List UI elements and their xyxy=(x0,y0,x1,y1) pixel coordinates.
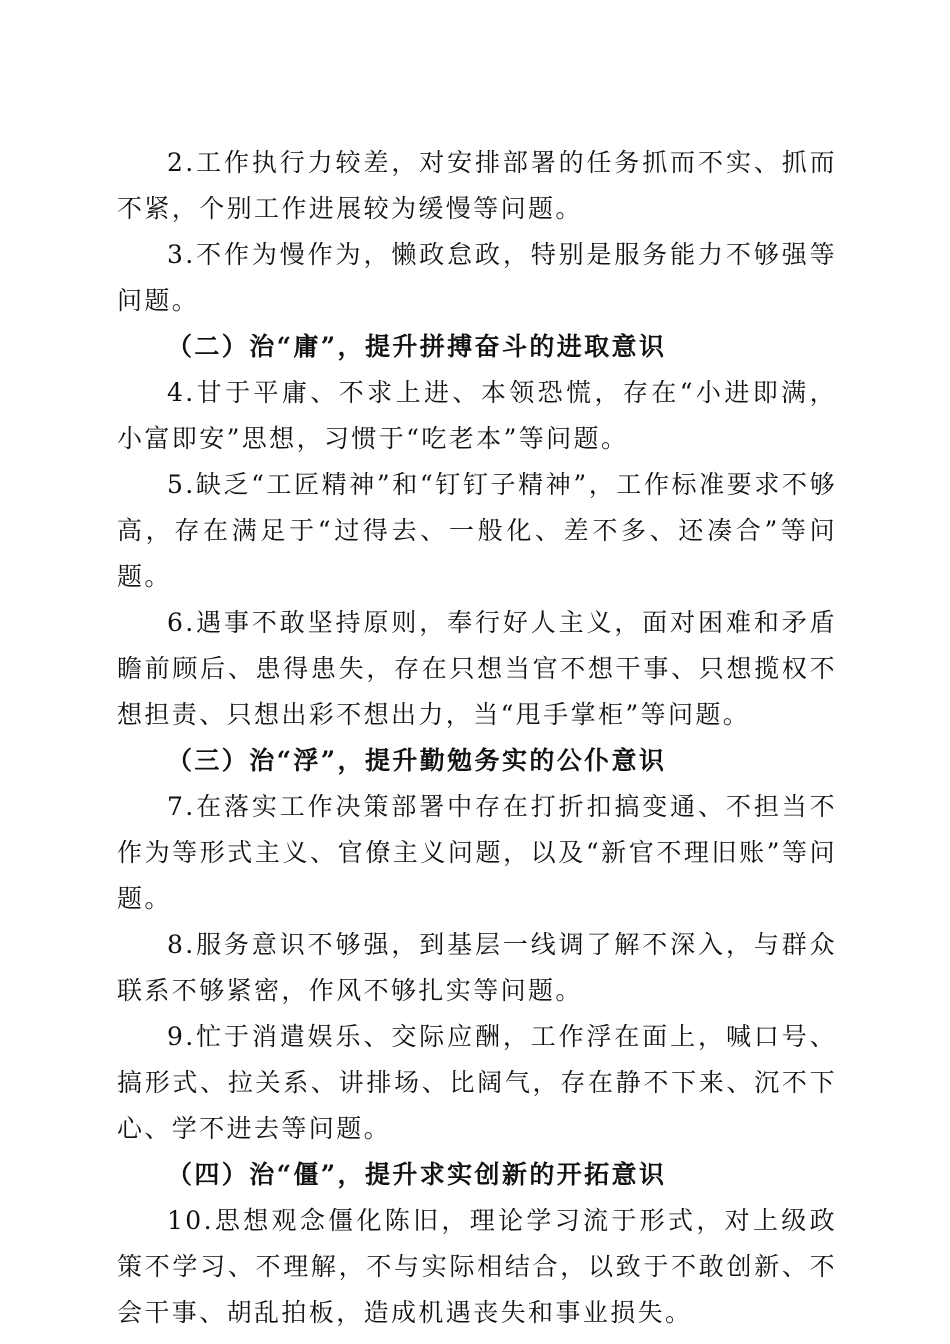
paragraph-item-2: 2.工作执行力较差，对安排部署的任务抓而不实、抓而不紧，个别工作进展较为缓慢等问题。 xyxy=(117,148,837,223)
paragraph-item-7: 7.在落实工作决策部署中存在打折扣搞变通、不担当不作为等形式主义、官僚主义问题，以及“新官不理旧账”等问题。 xyxy=(117,792,837,913)
section-heading-3: （三）治“浮”，提升勤勉务实的公仆意识 xyxy=(167,746,667,775)
paragraph-item-4: 4.甘于平庸、不求上进、本领恐慌，存在“小进即满，小富即安”思想，习惯于“吃老本”等问题。 xyxy=(117,378,837,453)
section-heading-2: （二）治“庸”，提升拼搏奋斗的进取意识 xyxy=(167,332,667,361)
paragraph-item-5: 5.缺乏“工匠精神”和“钉钉子精神”，工作标准要求不够高，存在满足于“过得去、一般化、差不多、还凑合”等问题。 xyxy=(117,470,837,591)
paragraph-item-3: 3.不作为慢作为，懒政怠政，特别是服务能力不够强等问题。 xyxy=(117,240,837,315)
paragraph-item-8: 8.服务意识不够强，到基层一线调了解不深入，与群众联系不够紧密，作风不够扎实等问题。 xyxy=(117,930,837,1005)
paragraph-item-9: 9.忙于消遣娱乐、交际应酬，工作浮在面上，喊口号、搞形式、拉关系、讲排场、比阔气，存在静不下来、沉不下心、学不进去等问题。 xyxy=(117,1022,837,1143)
section-heading-4: （四）治“僵”，提升求实创新的开拓意识 xyxy=(167,1160,667,1189)
paragraph-item-10: 10.思想观念僵化陈旧，理论学习流于形式，对上级政策不学习、不理解，不与实际相结合，以致于不敢创新、不会干事、胡乱拍板，造成机遇丧失和事业损失。 xyxy=(117,1206,837,1327)
document-body xyxy=(117,140,837,1336)
paragraph-item-6: 6.遇事不敢坚持原则，奉行好人主义，面对困难和矛盾瞻前顾后、患得患失，存在只想当官不想干事、只想揽权不想担责、只想出彩不想出力，当“甩手掌柜”等问题。 xyxy=(117,608,837,729)
